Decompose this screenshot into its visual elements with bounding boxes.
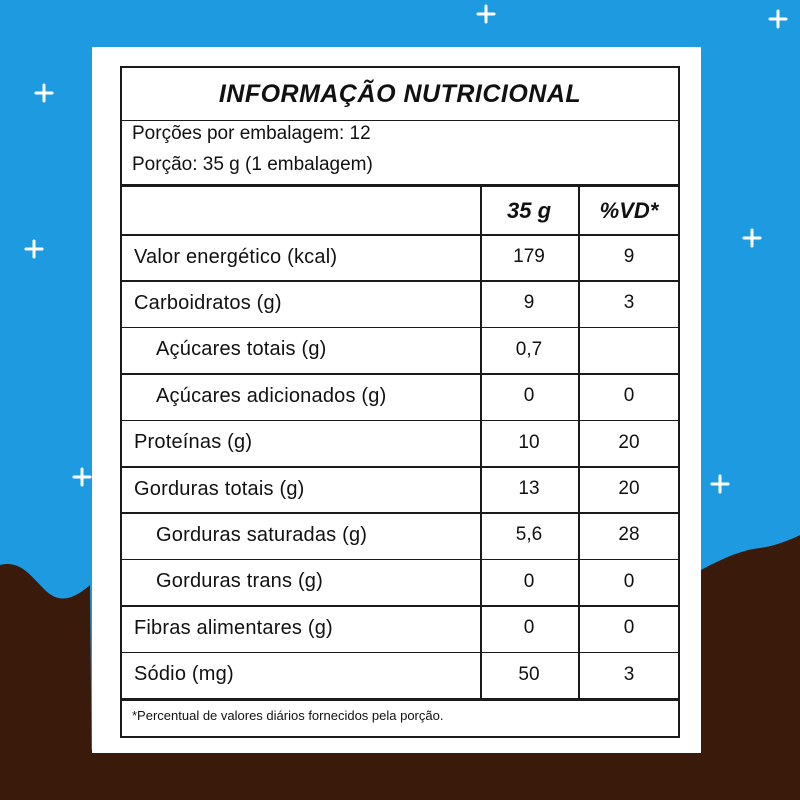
nutrient-amount: 13 xyxy=(518,478,540,499)
nutrient-dv: 0 xyxy=(623,617,635,639)
nutrient-name: Gorduras trans (g) xyxy=(156,570,323,593)
chocolate-bottom xyxy=(0,750,800,800)
footnote: *Percentual de valores diários fornecidos pela porção. xyxy=(132,708,444,723)
nutrient-amount: 0 xyxy=(523,385,535,407)
servings-per-package: Porções por embalagem: 12 xyxy=(132,123,371,144)
portion-info xyxy=(122,120,678,187)
nutrient-amount: 10 xyxy=(518,431,540,453)
nutrient-row xyxy=(122,512,678,558)
nutrient-row xyxy=(122,466,678,512)
nutrient-name: Açúcares adicionados (g) xyxy=(156,384,387,407)
nutrient-dv: 20 xyxy=(618,431,640,453)
nutrient-row xyxy=(122,373,678,419)
nutrient-dv: 9 xyxy=(623,246,635,267)
nutrient-name: Gorduras totais (g) xyxy=(134,477,305,500)
nutrient-row xyxy=(122,652,678,698)
nutrient-amount: 0 xyxy=(523,570,535,592)
nutrient-name: Sódio (mg) xyxy=(134,663,234,686)
nutrient-amount: 5,6 xyxy=(515,524,543,546)
nutrient-amount: 9 xyxy=(523,292,535,314)
nutrient-dv: 28 xyxy=(618,524,640,546)
table-title: INFORMAÇÃO NUTRICIONAL xyxy=(218,79,582,108)
column-divider xyxy=(578,187,580,700)
nutrient-dv: 3 xyxy=(623,663,635,685)
nutrient-row xyxy=(122,327,678,373)
nutrient-dv: 0 xyxy=(623,385,635,407)
nutrient-dv xyxy=(578,327,680,373)
nutrient-name: Valor energético (kcal) xyxy=(134,245,338,268)
nutrient-row xyxy=(122,234,678,280)
nutrient-amount: 0,7 xyxy=(515,338,543,360)
nutrient-amount: 179 xyxy=(513,246,545,267)
nutrient-name: Carboidratos (g) xyxy=(134,291,282,314)
nutrition-table xyxy=(120,66,680,738)
nutrient-name: Proteínas (g) xyxy=(134,431,253,454)
nutrient-amount: 50 xyxy=(518,663,540,685)
nutrient-row xyxy=(122,420,678,466)
footer-divider xyxy=(122,698,678,701)
nutrient-name: Gorduras saturadas (g) xyxy=(156,523,368,546)
title-row xyxy=(122,68,678,121)
nutrient-row xyxy=(122,605,678,651)
column-header-dv: %VD* xyxy=(599,198,659,223)
column-divider xyxy=(480,187,482,700)
nutrient-dv: 3 xyxy=(623,292,635,314)
nutrient-name: Açúcares totais (g) xyxy=(156,338,327,361)
nutrient-row xyxy=(122,280,678,326)
nutrient-name: Fibras alimentares (g) xyxy=(134,616,333,639)
nutrient-row xyxy=(122,559,678,605)
column-header-amount: 35 g xyxy=(506,198,552,223)
serving-size: Porção: 35 g (1 embalagem) xyxy=(132,154,373,175)
nutrient-dv: 20 xyxy=(618,478,640,499)
nutrient-amount: 0 xyxy=(523,617,535,639)
nutrient-dv: 0 xyxy=(623,570,635,592)
